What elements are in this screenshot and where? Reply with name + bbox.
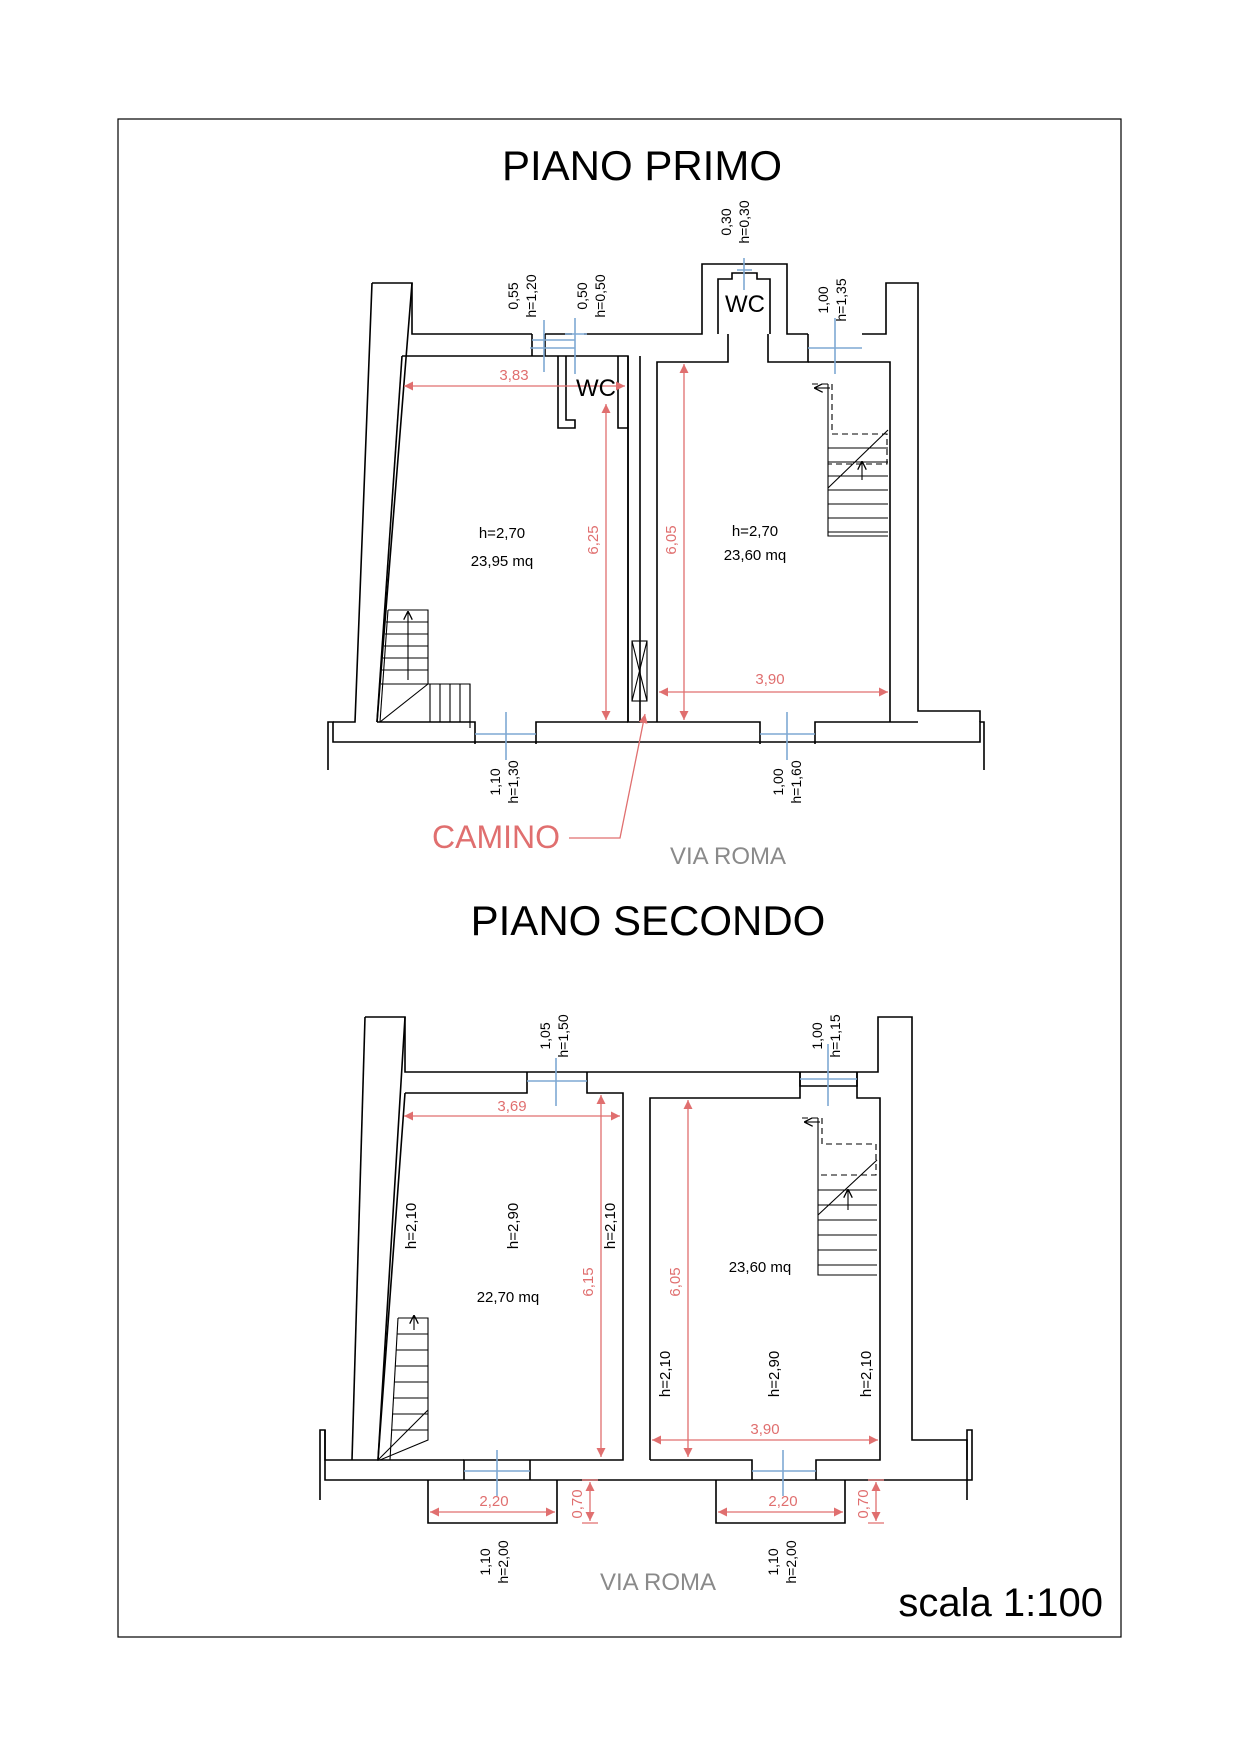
- room-left-height-left: h=2,10: [403, 1202, 420, 1250]
- wc-label-center: WC: [725, 291, 765, 318]
- opening-1-width: 0,55: [505, 282, 521, 310]
- opening-1-width: 1,05: [537, 1022, 553, 1050]
- dim-room-right-depth: 6,05: [663, 525, 680, 555]
- opening-1-height: h=1,20: [523, 274, 539, 318]
- opening-2-height: h=0,50: [592, 274, 608, 318]
- opening-5-height: h=1,30: [505, 760, 521, 804]
- dim-room-left-width: 3,83: [499, 367, 529, 384]
- stair-right: [812, 384, 888, 536]
- dim-balcony-1-width: 2,20: [479, 1493, 509, 1510]
- dim-room-left-depth: 6,15: [580, 1267, 597, 1297]
- dim-room-right-width: 3,90: [755, 671, 785, 688]
- dimension-lines: [404, 1095, 884, 1523]
- dim-balcony-2-depth: 0,70: [855, 1489, 872, 1519]
- room-right-height-center: h=2,90: [766, 1350, 783, 1398]
- room-right-height: h=2,70: [731, 523, 779, 540]
- dim-room-right-depth: 6,05: [667, 1267, 684, 1297]
- room-left-area: 23,95 mq: [470, 553, 534, 570]
- opening-4-height: h=2,00: [783, 1540, 799, 1584]
- dim-balcony-1-depth: 0,70: [569, 1489, 586, 1519]
- dim-balcony-2-width: 2,20: [768, 1493, 798, 1510]
- stair-left: [380, 610, 470, 728]
- street-label: VIA ROMA: [599, 1569, 717, 1596]
- room-left-height-center: h=2,90: [505, 1202, 522, 1250]
- room-left-height-right: h=2,10: [602, 1202, 619, 1250]
- opening-2-width: 0,50: [574, 282, 590, 310]
- floor-plan-piano-primo: [328, 142, 984, 870]
- dim-room-right-width: 3,90: [750, 1421, 780, 1438]
- opening-3-width: 0,30: [718, 208, 734, 236]
- floor-plan-piano-secondo: [320, 897, 972, 1596]
- floor-title: PIANO PRIMO: [501, 142, 783, 189]
- dim-room-left-depth: 6,25: [585, 525, 602, 555]
- dimension-lines: [404, 364, 888, 838]
- opening-4-height: h=1,35: [833, 278, 849, 322]
- room-left-height: h=2,70: [478, 525, 526, 542]
- opening-4-width: 1,00: [815, 286, 831, 314]
- opening-6-height: h=1,60: [788, 760, 804, 804]
- room-right-height-left: h=2,10: [657, 1350, 674, 1398]
- wc-label-left: WC: [576, 375, 616, 402]
- opening-4-width: 1,10: [765, 1548, 781, 1576]
- opening-3-height: h=2,00: [495, 1540, 511, 1584]
- sheet-border: [118, 119, 1121, 1637]
- room-right-area: 23,60 mq: [723, 547, 787, 564]
- room-right-area: 23,60 mq: [728, 1259, 792, 1276]
- camino-label: CAMINO: [432, 819, 560, 855]
- floor-title: PIANO SECONDO: [470, 897, 826, 944]
- opening-6-width: 1,00: [770, 768, 786, 796]
- room-right-height-right: h=2,10: [858, 1350, 875, 1398]
- opening-1-height: h=1,50: [555, 1014, 571, 1058]
- opening-2-width: 1,00: [809, 1022, 825, 1050]
- opening-2-height: h=1,15: [827, 1014, 843, 1058]
- room-left-area: 22,70 mq: [476, 1289, 540, 1306]
- opening-5-width: 1,10: [487, 768, 503, 796]
- street-label: VIA ROMA: [669, 843, 787, 870]
- stair-right: [802, 1118, 877, 1275]
- opening-3-height: h=0,30: [736, 200, 752, 244]
- opening-3-width: 1,10: [477, 1548, 493, 1576]
- dim-room-left-width: 3,69: [497, 1098, 527, 1115]
- scale-label: scala 1:100: [898, 1581, 1103, 1625]
